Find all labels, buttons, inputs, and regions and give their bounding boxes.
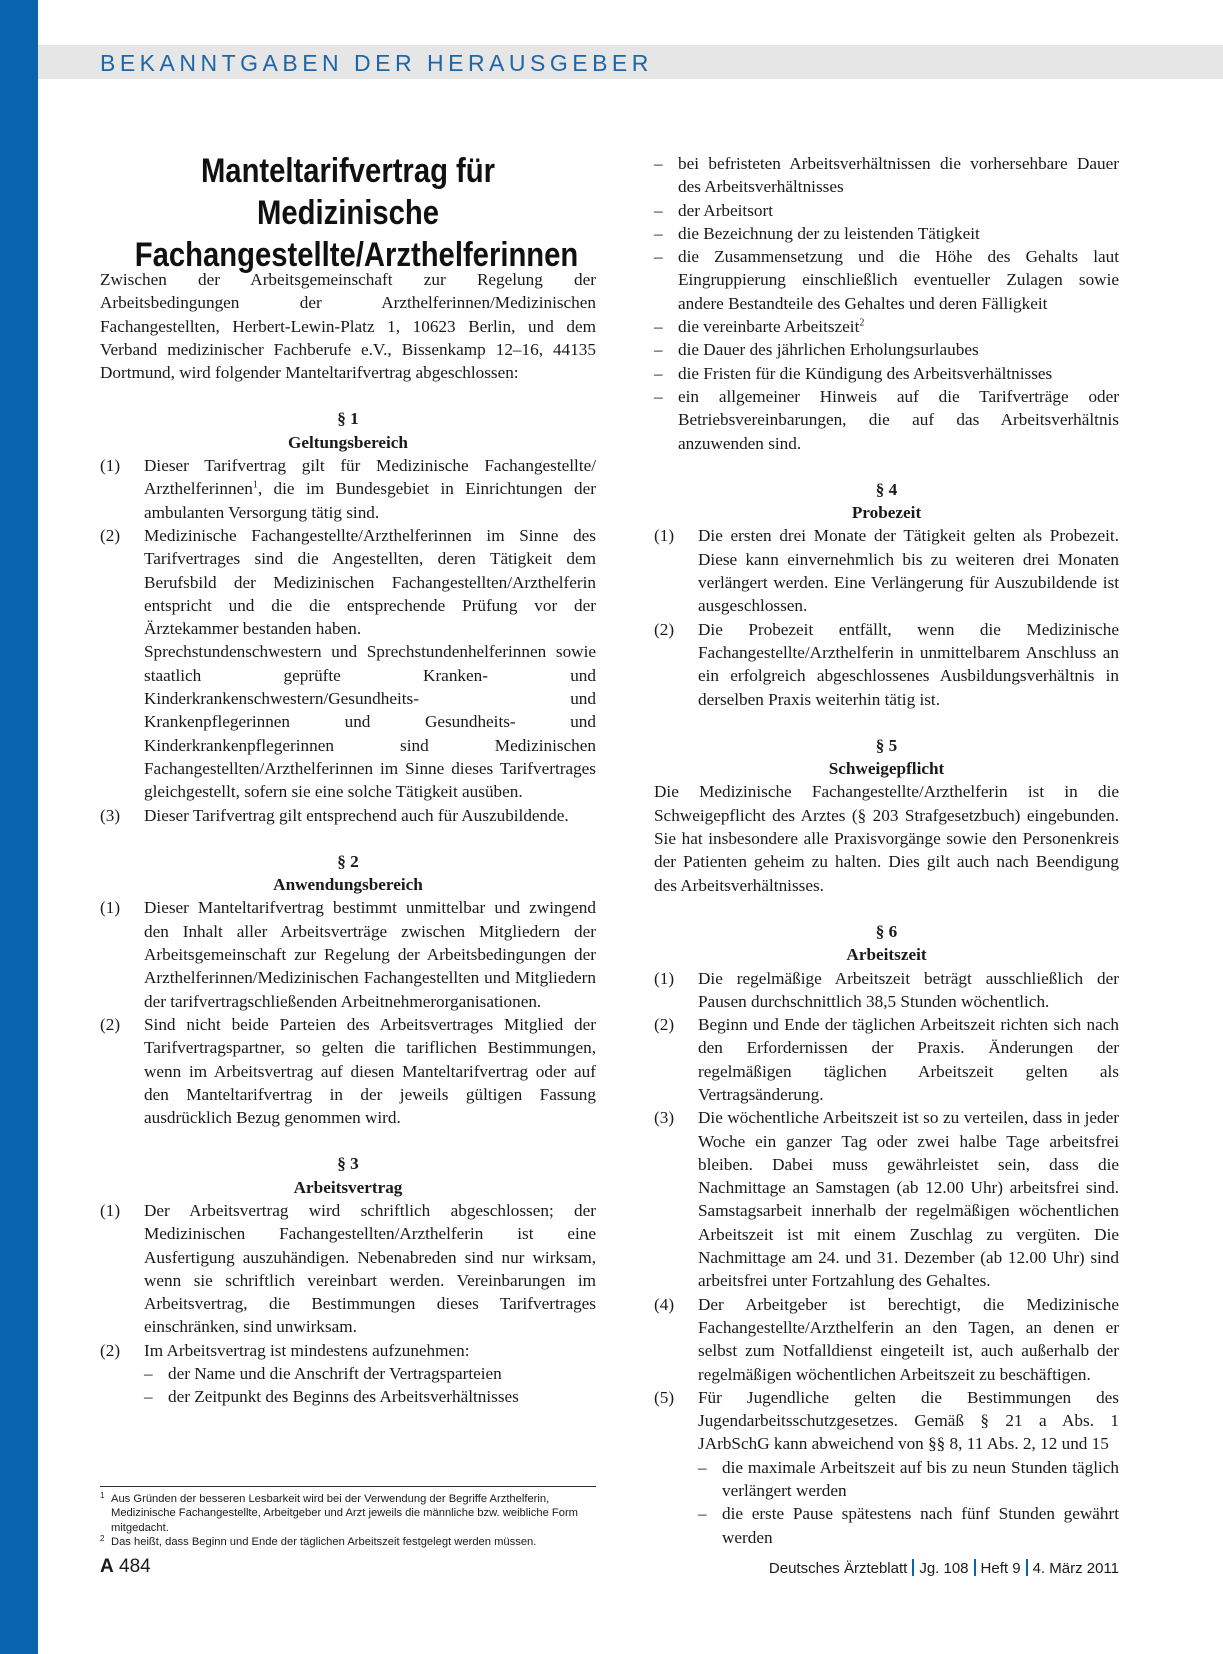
section-4-paragraph-2: (2) Die Probezeit entfällt, wenn die Medizinische Fachangestellte/Arzthelferin in unmittelbarem Anschluss an ein erfolgreich abgeschlossenes Ausbildungsverhältnis in derselben Praxis weiterhin tätig ist. xyxy=(654,619,1119,709)
section-6-paragraph-2: (2) Beginn und Ende der täglichen Arbeitszeit richten sich nach den Erfordernissen der Praxis. Änderungen der regelmäßigen täglichen Arbeitszeit gelten als Vertragsänderung. xyxy=(654,1015,1119,1104)
paragraph-number: (1) xyxy=(654,526,675,546)
section-2-number: § 2 xyxy=(337,851,359,871)
list-item: – die Fristen für die Kündigung des Arbeitsverhältnisses xyxy=(654,363,1053,383)
separator xyxy=(912,1559,914,1576)
list-item: – der Arbeitsort xyxy=(654,200,773,220)
section-3-title: Arbeitsvertrag xyxy=(293,1177,403,1197)
section-4-title: Probezeit xyxy=(851,503,922,523)
list-item: – die erste Pause spätestens nach fünf Stunden gewährt werden xyxy=(698,1504,1119,1547)
section-6-paragraph-3: (3) Die wöchentliche Arbeitszeit ist so zu verteilen, dass in jeder Woche ein ganzer Tag oder zwei halbe Tage arbeitsfrei bleiben. Dabei muss gewährleistet sein, dass die Nachmittage an Samstagen (ab 12.00 Uhr) arbeitsfrei sind. Samstagsarbeit innerhalb der regelmäßigen wöchentlichen Arbeitszeit ist mit einem Zuschlag zu vergüten. Die Nachmittage am 24. und 31. Dezember (ab 12.00 Uhr) sind arbeitsfrei unter Fortzahlung des Gehaltes. xyxy=(654,1108,1119,1291)
section-6-paragraph-1: (1) Die regelmäßige Arbeitszeit beträgt ausschließlich der Pausen durchschnittlich 38,5 Stunden wöchentlich. xyxy=(654,968,1119,1011)
journal-volume: Jg. 108 xyxy=(919,1560,969,1577)
list-item: – bei befristeten Arbeitsverhältnissen die vorhersehbare Dauer des Arbeitsverhältnisses xyxy=(654,154,1119,197)
section-1-paragraph-2-continued: Sprechstundenschwestern und Sprechstundenhelferinnen sowie staatlich geprüfte Kranken- und Kinderkrankenschwestern/Gesundheits- und Krankenpflegerinnen und Gesundheits- und Kinderkrankenpflegerinnen sind Medizinischen Fachangestellten/Arzthelferinnen im Sinne dieses Tarifvertrages gleichgestellt, sofern sie eine solche Tätigkeit ausüben. xyxy=(144,642,596,802)
section-5-text: Die Medizinische Fachangestellte/Arzthelferin ist in die Schweigepflicht des Arztes (§ 203 Strafgesetzbuch) eingebunden. Sie hat insbesondere alle Praxisvorgänge sowie den Personenkreis der Patienten geheim zu halten. Dies gilt auch nach Beendigung des Arbeitsverhältnisses. xyxy=(654,782,1119,895)
section-4-number: § 4 xyxy=(875,479,898,499)
section-1-number: § 1 xyxy=(337,409,359,429)
list-item: – die Dauer des jährlichen Erholungsurlaubes xyxy=(654,340,979,360)
section-6-paragraph-4: (4) Der Arbeitgeber ist berechtigt, die Medizinische Fachangestellte/Arzthelferin an den Tagen, an denen er selbst zum Notfalldienst eingeteilt ist, auch außerhalb der regelmäßigen wöchentlichen Arbeitszeit zu beschäftigen. xyxy=(654,1294,1119,1384)
paragraph-number: (1) xyxy=(100,1200,121,1220)
paragraph-number: (2) xyxy=(100,1014,121,1034)
page-prefix: A xyxy=(100,1556,114,1577)
paragraph-number: (3) xyxy=(654,1108,675,1128)
journal-date: 4. März 2011 xyxy=(1032,1560,1119,1577)
footnote-rule xyxy=(100,1486,596,1487)
footnotes xyxy=(100,1492,596,1550)
section-5-number: § 5 xyxy=(875,735,898,755)
title-line-1: Manteltarifvertrag für Medizinische xyxy=(200,152,496,232)
left-column xyxy=(100,268,596,1409)
paragraph-number: (1) xyxy=(100,898,121,918)
list-item: – der Name und die Anschrift der Vertragsparteien xyxy=(144,1364,502,1384)
journal-info xyxy=(769,1559,1119,1577)
paragraph-number: (3) xyxy=(100,805,121,825)
section-1-paragraph-1: (1) Dieser Tarifvertrag gilt für Medizinische Fachangestellte/ Arzthelferinnen$^1$, die im Bundesgebiet in Einrichtungen der ambulanten Versorgung tätig sind. xyxy=(100,456,596,522)
page-number-value: 484 xyxy=(119,1556,151,1577)
section-6-paragraph-5: (5) Für Jugendliche gelten die Bestimmungen des Jugendarbeitsschutzgesetzes. Gemäß § 21 a Abs. 1 JArbSchG kann abweichend von §§ 8, 11 Abs. 2, 12 und 15 – die maximale Arbeitszeit auf bis zu neun Stunden täglich verlängert werden – die erste Pause spätestens nach fünf Stunden gewährt werden xyxy=(654,1386,1119,1549)
intro-paragraph: Zwischen der Arbeitsgemeinschaft zur Regelung der Arbeitsbedingungen der Arzthelferinnen/Medizinischen Fachangestellten, Herbert-Lewin-Platz 1, 10623 Berlin, und dem Verband medizinischer Fachberufe e.V., Bissenkamp 12–16, 44135 Dortmund, wird folgender Manteltarifvertrag abgeschlossen: xyxy=(100,270,596,383)
separator xyxy=(974,1559,976,1576)
paragraph-number: (2) xyxy=(100,525,121,545)
section-2-paragraph-2: (2) Sind nicht beide Parteien des Arbeitsvertrages Mitglied der Tarifvertragspartner, so gelten die tariflichen Bestimmungen, wenn im Arbeitsvertrag auf diesen Manteltarifvertrag oder auf den Manteltarifvertrag in der jeweils gültigen Fassung ausdrücklich Bezug genommen wird. xyxy=(100,1014,596,1128)
list-item: – die vereinbarte Arbeitszeit$^2$ xyxy=(654,317,865,337)
section-3-number: § 3 xyxy=(337,1154,359,1174)
footnote-2: 2 Das heißt, dass Beginn und Ende der täglichen Arbeitszeit festgelegt werden müssen. xyxy=(100,1534,537,1549)
section-5-title: Schweigepflicht xyxy=(828,759,945,779)
paragraph-number: (2) xyxy=(654,619,675,639)
left-accent-bar xyxy=(0,0,38,1654)
section-1-paragraph-3: (3) Dieser Tarifvertrag gilt entsprechend auch für Auszubildende. xyxy=(100,804,596,827)
list-item: – die Bezeichnung der zu leistenden Tätigkeit xyxy=(654,223,980,243)
section-header: BEKANNTGABEN DER HERAUSGEBER xyxy=(100,50,653,76)
list-item: – die maximale Arbeitszeit auf bis zu neun Stunden täglich verlängert werden xyxy=(698,1457,1119,1501)
section-1-paragraph-2: (2) Medizinische Fachangestellte/Arzthelferinnen im Sinne des Tarifvertrages sind die Angestellten, deren Tätigkeit dem Berufsbild der Medizinischen Fachangestellten/Arzthelferin entspricht und die die entsprechende Prüfung vor der Ärztekammer bestanden haben. xyxy=(100,525,596,639)
right-column xyxy=(654,152,1119,1549)
separator xyxy=(1026,1559,1028,1576)
document-title xyxy=(134,150,579,276)
section-4-paragraph-1: (1) Die ersten drei Monate der Tätigkeit gelten als Probezeit. Diese kann einvernehmlich bis zu weiteren drei Monaten verlängert werden. Eine Verlängerung für Auszubildende ist ausgeschlossen. xyxy=(654,526,1119,616)
section-2-paragraph-1: (1) Dieser Manteltarifvertrag bestimmt unmittelbar und zwingend den Inhalt aller Arbeitsverträge zwischen Mitgliedern der Arbeitsgemeinschaft zur Regelung der Arbeitsbedingungen der Arzthelferinnen/Medizinischen Fachangestellten und Mitgliedern der tarifvertragschließenden Arbeitnehmerorganisationen. xyxy=(100,898,596,1011)
section-6-number: § 6 xyxy=(875,921,898,941)
section-2-title: Anwendungsbereich xyxy=(273,875,423,895)
section-3-paragraph-2: (2) Im Arbeitsvertrag ist mindestens aufzunehmen: – der Name und die Anschrift der Vertragsparteien – der Zeitpunkt des Beginns des Arbeitsverhältnisses xyxy=(100,1339,596,1409)
journal-name: Deutsches Ärzteblatt xyxy=(768,1560,908,1577)
list-item: – die Zusammensetzung und die Höhe des Gehalts laut Eingruppierung einschließlich eventueller Zulagen sowie andere Bestandteile des Gehaltes und deren Fälligkeit xyxy=(654,247,1119,313)
footnote-ref-2[interactable]: 2 xyxy=(859,317,865,329)
paragraph-number: (1) xyxy=(100,456,121,476)
list-item: – ein allgemeiner Hinweis auf die Tarifverträge oder Betriebsvereinbarungen, die auf das Arbeitsverhältnis anzuwenden sind. xyxy=(654,386,1119,453)
section-6-title: Arbeitszeit xyxy=(846,945,927,965)
title-line-2: Fachangestellte/Arzthelferinnen xyxy=(134,236,579,274)
paragraph-number: (1) xyxy=(654,968,675,988)
paragraph-number: (2) xyxy=(100,1340,121,1360)
paragraph-number: (2) xyxy=(654,1015,675,1035)
footnote-1: 1 Aus Gründen der besseren Lesbarkeit wird bei der Verwendung der Begriffe Arzthelferin, Medizinische Fachangestellte, Arbeitgeber und Arzt jeweils die männliche bzw. weibliche Form mitgedacht. xyxy=(100,1491,578,1534)
paragraph-number: (5) xyxy=(654,1387,675,1407)
section-3-paragraph-1: (1) Der Arbeitsvertrag wird schriftlich abgeschlossen; der Medizinischen Fachangestellten/Arzthelferin ist eine Ausfertigung auszuhändigen. Nebenabreden sind nur wirksam, wenn sie schriftlich vereinbart werden. Vereinbarungen im Arbeitsvertrag, die Bestimmungen dieses Tarifvertrages einschränken, sind unwirksam. xyxy=(100,1200,596,1337)
journal-issue: Heft 9 xyxy=(980,1560,1021,1577)
paragraph-number: (4) xyxy=(654,1294,675,1314)
list-item: – der Zeitpunkt des Beginns des Arbeitsverhältnisses xyxy=(144,1387,519,1407)
section-1-title: Geltungsbereich xyxy=(288,432,408,452)
page-number xyxy=(100,1556,151,1578)
footnote-ref-1[interactable]: 1 xyxy=(252,479,258,491)
